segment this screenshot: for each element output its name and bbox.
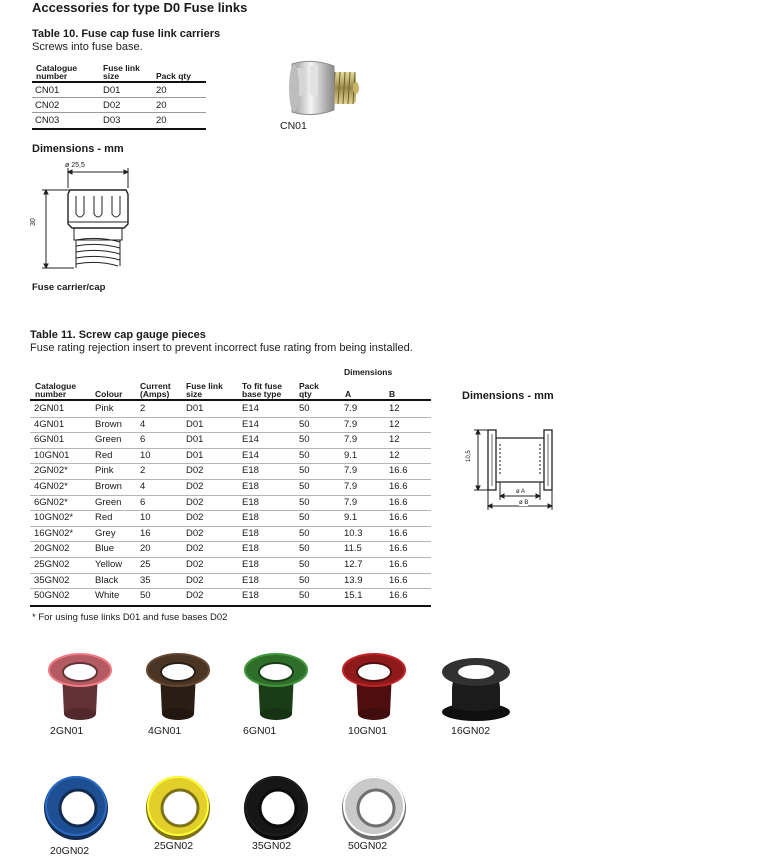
table11-header-a: A xyxy=(345,389,352,399)
table-cell: E14 xyxy=(242,449,259,461)
table-cell: E18 xyxy=(242,574,259,586)
table-cell: 16.6 xyxy=(389,543,408,555)
gauge-label-4gn01: 4GN01 xyxy=(148,725,182,737)
table-cell: 10 xyxy=(140,449,151,461)
table-cell: 6 xyxy=(140,434,146,446)
table-cell: D01 xyxy=(103,85,121,96)
table11-header-colour: Colour xyxy=(95,389,123,399)
table-cell: 16.6 xyxy=(389,481,408,492)
table-cell: Brown xyxy=(95,481,122,492)
table-cell: 2GN02* xyxy=(34,465,68,477)
table11-footnote: * For using fuse links D01 and fuse bases D02 xyxy=(32,612,228,623)
diameter-label: ø 25,5 xyxy=(65,162,85,169)
table-cell: D02 xyxy=(186,465,204,477)
gauge-label-2gn01: 2GN01 xyxy=(50,725,84,737)
table-cell: Black xyxy=(95,574,119,586)
table-cell: D01 xyxy=(186,434,204,446)
row-divider xyxy=(30,573,431,574)
table-cell: 11.5 xyxy=(344,543,362,555)
table-cell: 7.9 xyxy=(344,434,358,446)
gauge-label-35gn02: 35GN02 xyxy=(252,840,292,852)
table-cell: D01 xyxy=(186,449,204,461)
gauge-photo-2gn01 xyxy=(40,648,120,724)
table-cell: 50 xyxy=(299,512,310,524)
table-cell: 13.9 xyxy=(344,574,363,586)
row-divider xyxy=(30,526,431,527)
table-cell: E18 xyxy=(242,590,259,602)
gauge-label-25gn02: 25GN02 xyxy=(154,840,194,852)
table-cell: 50 xyxy=(299,449,310,461)
table-cell: 25 xyxy=(140,559,151,570)
table-cell: E18 xyxy=(242,496,259,508)
table-cell: 7.9 xyxy=(344,496,358,508)
table-cell: 16.6 xyxy=(389,574,408,586)
gauge-photo-20gn02 xyxy=(36,768,116,844)
table-cell: CN01 xyxy=(35,85,60,96)
table10-header-catalogue: Catalogue number xyxy=(36,63,78,81)
table-cell: Red xyxy=(95,512,113,524)
gauge-a-label: ø A xyxy=(516,489,526,495)
table10-header-fuse-link: Fuse link size xyxy=(103,63,140,81)
table-cell: 10.3 xyxy=(344,527,363,539)
table11-header-base-type: To fit fuse base type xyxy=(242,381,282,399)
table-cell: Brown xyxy=(95,418,122,430)
table-cell: 7.9 xyxy=(344,481,358,492)
gauge-b-label: ø B xyxy=(519,500,529,506)
table-cell: E18 xyxy=(242,481,259,492)
table-cell: 16.6 xyxy=(389,512,408,524)
table-cell: 4 xyxy=(140,418,146,430)
table11-subtitle: Fuse rating rejection insert to prevent incorrect fuse rating from being installed. xyxy=(30,342,413,354)
row-divider xyxy=(32,97,206,98)
row-divider xyxy=(30,448,431,449)
height-label: 30 xyxy=(30,218,37,226)
gauge-photo-16gn02 xyxy=(436,648,516,724)
gauge-photo-25gn02 xyxy=(138,768,218,844)
table-cell: Green xyxy=(95,496,122,508)
row-divider xyxy=(30,463,431,464)
table-cell: D01 xyxy=(186,418,204,430)
table-cell: 50 xyxy=(299,465,310,477)
table-cell: Pink xyxy=(95,465,114,477)
table-cell: 7.9 xyxy=(344,465,358,477)
table-cell: 6GN02* xyxy=(34,496,68,508)
table-cell: 50 xyxy=(299,403,310,414)
table10-subtitle: Screws into fuse base. xyxy=(32,41,143,53)
table-cell: 35GN02 xyxy=(34,574,70,586)
table-cell: D02 xyxy=(186,559,204,570)
table-cell: 7.9 xyxy=(344,403,358,414)
table-cell: 50 xyxy=(299,434,310,446)
table-cell: 50GN02 xyxy=(34,590,70,602)
table-cell: 7.9 xyxy=(344,418,358,430)
table-cell: 10GN01 xyxy=(34,449,70,461)
table-cell: 50 xyxy=(140,590,151,602)
table-cell: White xyxy=(95,590,120,602)
row-divider xyxy=(30,432,431,433)
table-cell: 50 xyxy=(299,543,310,555)
table-cell: 12.7 xyxy=(344,559,363,570)
row-divider xyxy=(30,495,431,496)
table11-header-b: B xyxy=(389,389,396,399)
row-divider xyxy=(30,510,431,511)
table-cell: CN02 xyxy=(35,100,60,111)
table-cell: 2 xyxy=(140,403,146,414)
table-cell: 16.6 xyxy=(389,527,408,539)
gauge-photo-6gn01 xyxy=(236,648,316,724)
table10-title: Table 10. Fuse cap fuse link carriers xyxy=(32,28,221,40)
gauge-photo-35gn02 xyxy=(236,768,316,844)
table-cell: 9.1 xyxy=(344,512,358,524)
table-cell: Green xyxy=(95,434,122,446)
gauge-photo-10gn01 xyxy=(334,648,414,724)
cn01-photo xyxy=(282,58,362,120)
dimensions-title: Dimensions - mm xyxy=(32,143,124,155)
table-cell: 16.6 xyxy=(389,590,408,602)
table-cell: Blue xyxy=(95,543,115,555)
dimensions-title-2: Dimensions - mm xyxy=(462,390,554,402)
table11-header-pack: Pack qty xyxy=(299,381,319,399)
row-divider xyxy=(30,541,431,542)
table-cell: E14 xyxy=(242,434,259,446)
table-cell: E18 xyxy=(242,512,259,524)
table-cell: 35 xyxy=(140,574,151,586)
table-cell: D03 xyxy=(103,115,121,126)
table-cell: D02 xyxy=(186,590,204,602)
table-cell: 50 xyxy=(299,496,310,508)
gauge-label-16gn02: 16GN02 xyxy=(451,725,491,737)
table-cell: 20 xyxy=(156,100,167,111)
table-cell: 16.6 xyxy=(389,496,408,508)
fuse-carrier-caption: Fuse carrier/cap xyxy=(32,282,106,293)
row-divider xyxy=(32,112,206,113)
table-cell: D02 xyxy=(186,481,204,492)
table-cell: 20 xyxy=(156,115,167,126)
row-divider xyxy=(30,557,431,558)
table-cell: 12 xyxy=(389,418,400,430)
table-cell: 12 xyxy=(389,434,400,446)
fuse-carrier-drawing xyxy=(30,160,140,272)
table-cell: 6GN01 xyxy=(34,434,65,446)
table-cell: 9.1 xyxy=(344,449,358,461)
table11-header-current: Current (Amps) xyxy=(140,381,171,399)
table11-dimensions-group: Dimensions xyxy=(344,367,393,377)
table-cell: D02 xyxy=(186,527,204,539)
table-cell: 20 xyxy=(156,85,167,96)
table-cell: D02 xyxy=(103,100,121,111)
table11-bottom-rule xyxy=(30,605,431,607)
table-cell: 4GN01 xyxy=(34,418,65,430)
table-cell: D02 xyxy=(186,496,204,508)
table10-header-rule xyxy=(32,81,206,83)
table-cell: 4 xyxy=(140,481,146,492)
table10-header-pack: Pack qty xyxy=(156,71,191,81)
table-cell: 10 xyxy=(140,512,151,524)
table-cell: 50 xyxy=(299,418,310,430)
gauge-label-10gn01: 10GN01 xyxy=(348,725,388,737)
table11-header-catalogue: Catalogue number xyxy=(35,381,77,399)
table-cell: 20GN02 xyxy=(34,543,70,555)
table-cell: CN03 xyxy=(35,115,60,126)
table-cell: D02 xyxy=(186,543,204,555)
table-cell: E18 xyxy=(242,527,259,539)
table-cell: 50 xyxy=(299,574,310,586)
table-cell: D02 xyxy=(186,574,204,586)
table-cell: 16 xyxy=(140,527,151,539)
row-divider xyxy=(30,588,431,589)
cn01-caption: CN01 xyxy=(280,120,307,132)
table10-bottom-rule xyxy=(32,128,206,130)
table-cell: 6 xyxy=(140,496,146,508)
table-cell: 12 xyxy=(389,449,400,461)
page-title: Accessories for type D0 Fuse links xyxy=(32,0,248,15)
table-cell: E18 xyxy=(242,543,259,555)
table-cell: Grey xyxy=(95,527,116,539)
gauge-photo-50gn02 xyxy=(334,768,414,844)
table-cell: 15.1 xyxy=(344,590,363,602)
table11-title: Table 11. Screw cap gauge pieces xyxy=(30,329,206,341)
gauge-label-50gn02: 50GN02 xyxy=(348,840,388,852)
gauge-photo-4gn01 xyxy=(138,648,218,724)
table-cell: E18 xyxy=(242,465,259,477)
table-cell: 4GN02* xyxy=(34,481,68,492)
table-cell: 12 xyxy=(389,403,400,414)
table-cell: E18 xyxy=(242,559,259,570)
table11-header-rule xyxy=(30,399,431,401)
table-cell: 16.6 xyxy=(389,465,408,477)
table-cell: 16.6 xyxy=(389,559,408,570)
gauge-height-label: 10,5 xyxy=(466,450,472,462)
gauge-label-6gn01: 6GN01 xyxy=(243,725,277,737)
table-cell: E14 xyxy=(242,418,259,430)
table-cell: 50 xyxy=(299,559,310,570)
table-cell: Yellow xyxy=(95,559,123,570)
table-cell: Pink xyxy=(95,403,114,414)
table11-header-fuse-link: Fuse link size xyxy=(186,381,223,399)
table-cell: 50 xyxy=(299,590,310,602)
table-cell: D01 xyxy=(186,403,204,414)
table-cell: D02 xyxy=(186,512,204,524)
table-cell: E14 xyxy=(242,403,259,414)
table-cell: 50 xyxy=(299,527,310,539)
gauge-label-20gn02: 20GN02 xyxy=(50,845,90,857)
table-cell: 2 xyxy=(140,465,146,477)
table-cell: 2GN01 xyxy=(34,403,65,414)
row-divider xyxy=(30,479,431,480)
table-cell: 10GN02* xyxy=(34,512,74,524)
table-cell: 16GN02* xyxy=(34,527,74,539)
table-cell: 20 xyxy=(140,543,151,555)
table-cell: 50 xyxy=(299,481,310,492)
table-cell: Red xyxy=(95,449,113,461)
table-cell: 25GN02 xyxy=(34,559,70,570)
row-divider xyxy=(30,417,431,418)
